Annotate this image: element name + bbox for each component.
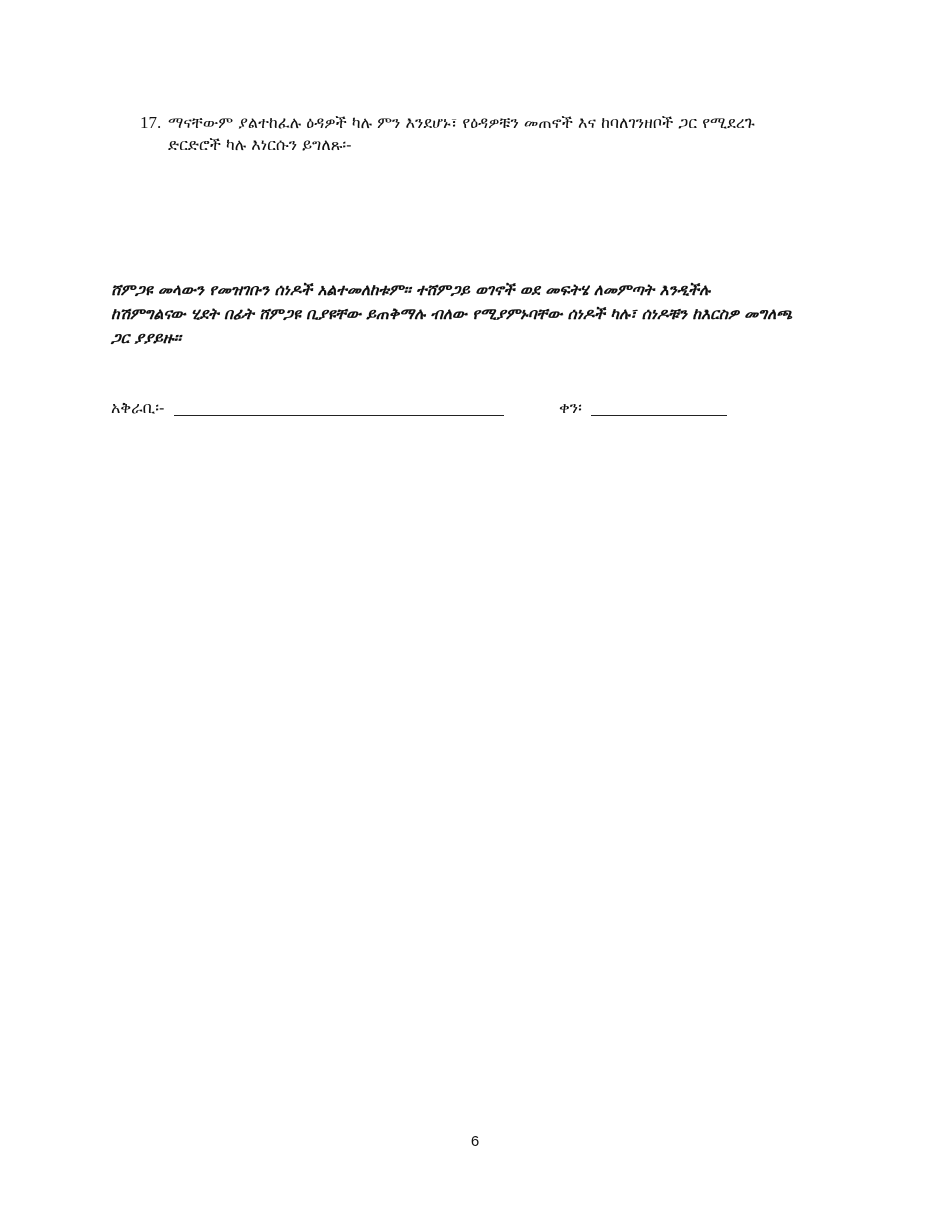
- applicant-label: አቅራቢ፡-: [111, 398, 165, 417]
- question-17: [140, 112, 840, 156]
- date-line[interactable]: [591, 415, 727, 416]
- note-line-1: ሸምጋዩ መላውን የመዝገቡን ሰነዶች አልተመለከቱም፡፡ ተሸምጋይ ወገኖች ወደ መፍትሄ ለመምጣት እንዲችሉ: [111, 281, 711, 299]
- question-text-line-1: ማናቸውም ያልተከፈሉ ዕዳዎች ካሉ ምን እንደሆኑ፣ የዕዳዎቹን መጠኖች እና ከባለገንዘቦች ጋር የሚደረጉ: [168, 113, 755, 132]
- note-line-3: ጋር ያያይዙ፡፡: [111, 329, 182, 347]
- question-number: 17.: [140, 113, 162, 132]
- question-text-line-2: ድርድሮች ካሉ እነርሱን ይግለጹ፡-: [168, 135, 352, 154]
- page-number: 6: [470, 1133, 480, 1150]
- note-line-2: ከሽምግልናው ሂደት በፊት ሸምጋዩ ቢያዩቸው ይጠቅማሉ ብለው የሚያምኑባቸው ሰነዶች ካሉ፣ ሰነዶቹን ከእርስዎ መግለጫ: [111, 305, 793, 323]
- documents-note: [111, 278, 851, 350]
- applicant-signature-line[interactable]: [174, 415, 504, 416]
- signature-row: [111, 398, 751, 422]
- date-label: ቀን፡: [559, 398, 582, 417]
